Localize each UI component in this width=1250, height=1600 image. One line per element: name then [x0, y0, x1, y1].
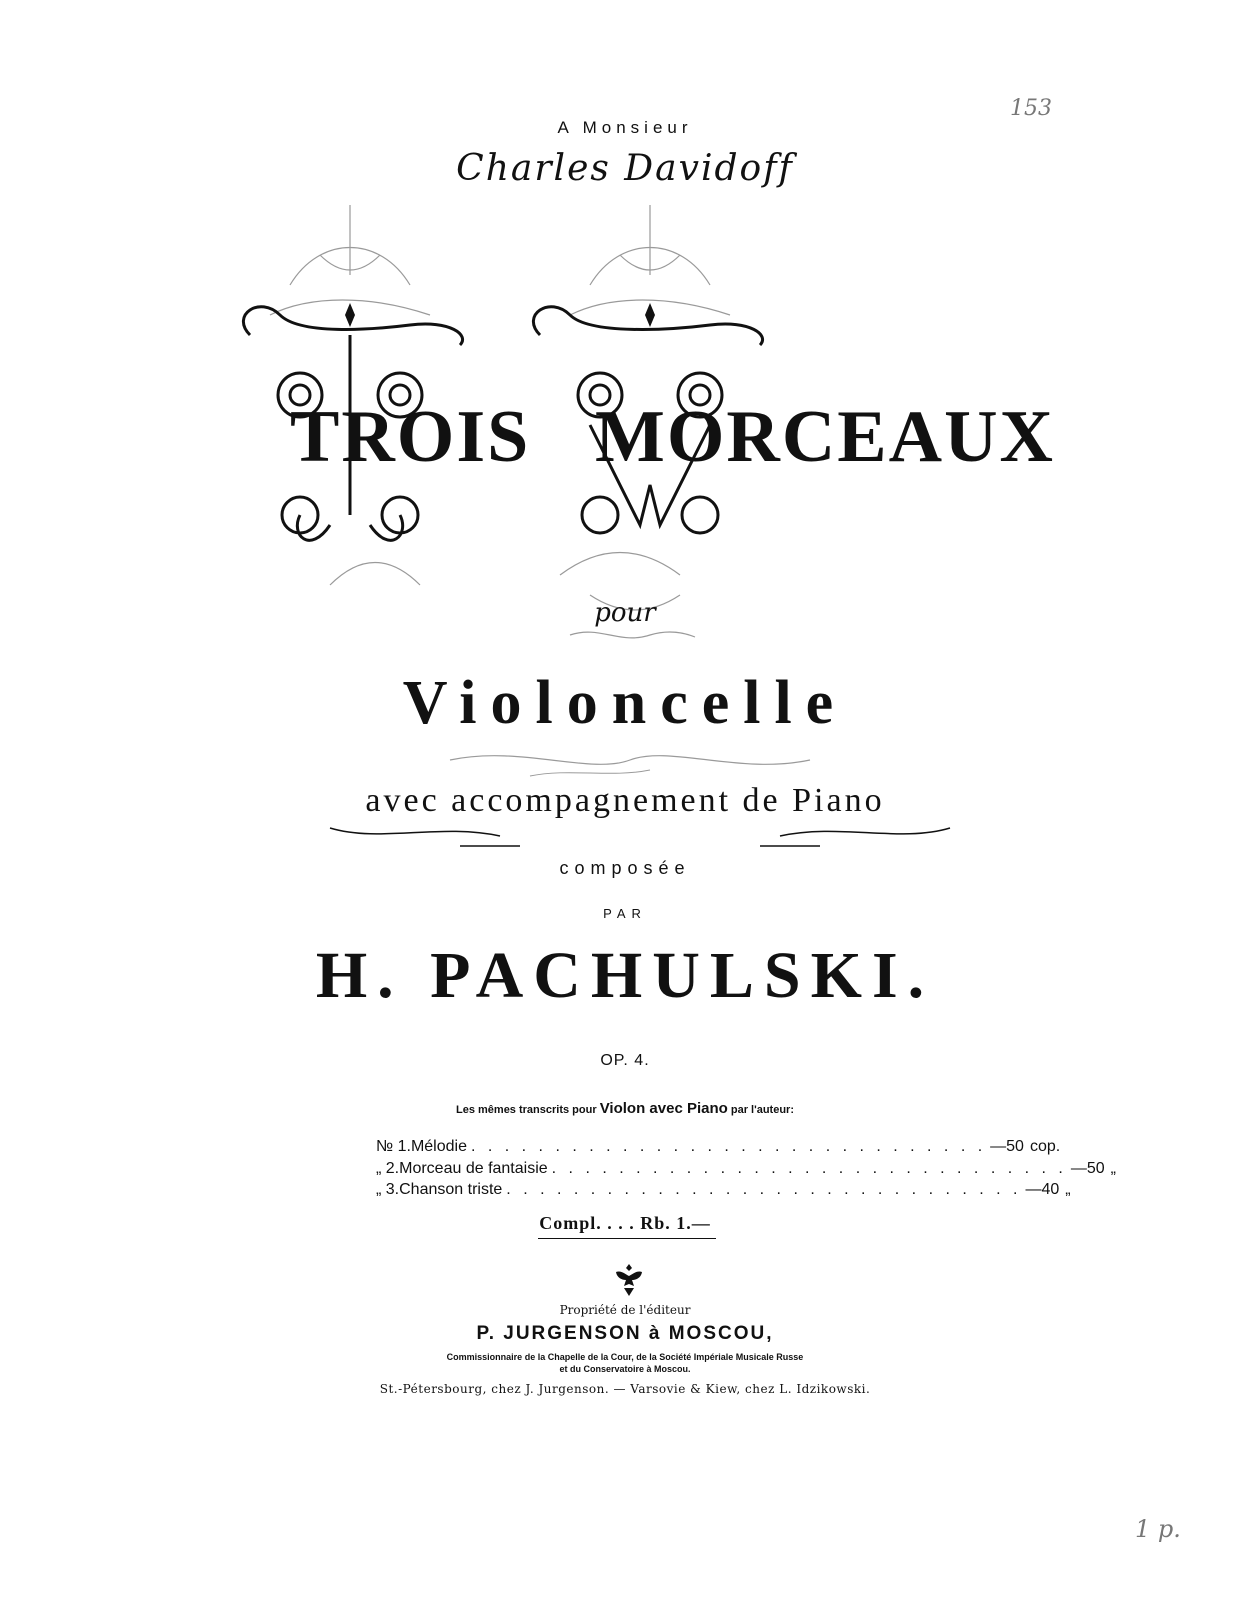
- dedicatee-name: Charles Davidoff: [456, 148, 794, 189]
- list-item: [376, 1138, 1061, 1159]
- leader-dots: . . . . . . . . . . . . . . . . . . . . . . . . . . . . . . .: [551, 1160, 1067, 1177]
- transcription-note: [0, 1100, 1250, 1117]
- imperial-eagle-icon: [612, 1262, 646, 1298]
- complete-price-rule: [538, 1238, 716, 1239]
- item-unit: „: [1065, 1181, 1071, 1198]
- leader-dots: . . . . . . . . . . . . . . . . . . . . . . . . . . . . . . .: [506, 1181, 1022, 1198]
- archive-number: 153: [1010, 96, 1052, 121]
- composer-name: H. PACHULSKI.: [315, 939, 935, 1012]
- property-of-publisher: Propriété de l'éditeur: [559, 1303, 691, 1317]
- instrument-name: Violoncelle: [402, 669, 848, 737]
- item-price: 50: [1086, 1160, 1105, 1177]
- list-item: [376, 1181, 1071, 1202]
- page-count-mark: 1 p.: [1135, 1515, 1181, 1543]
- price-dash: —: [1025, 1181, 1042, 1198]
- dedication-line: A Monsieur: [557, 118, 693, 137]
- commission-line-1: Commissionnaire de la Chapelle de la Cour, de la Société Impériale Musicale Russe: [446, 1352, 804, 1362]
- pour-flourish-icon: [560, 625, 700, 645]
- publisher-name: P. JURGENSON à MOSCOU,: [476, 1323, 774, 1344]
- branch-offices: St.-Pétersbourg, chez J. Jurgenson. — Varsovie & Kiew, chez L. Idzikowski.: [379, 1382, 871, 1396]
- price-dash: —: [990, 1138, 1007, 1155]
- leader-dots: . . . . . . . . . . . . . . . . . . . . . . . . . . . . . . .: [470, 1138, 987, 1155]
- item-title: Morceau de fantaisie: [399, 1160, 548, 1177]
- price-dash: —: [1070, 1160, 1087, 1177]
- opus-number: OP. 4.: [600, 1052, 650, 1069]
- accompaniment-flourish-icon: [320, 818, 960, 858]
- item-number: № 1.: [376, 1138, 411, 1155]
- item-title: Chanson triste: [399, 1181, 503, 1198]
- accompaniment-line: avec accompagnement de Piano: [365, 782, 885, 819]
- composee-label: composée: [559, 858, 691, 878]
- item-title: Mélodie: [410, 1138, 467, 1155]
- title-word-morceaux: MORCEAUX: [595, 396, 1055, 478]
- item-number: „ 2.: [376, 1160, 400, 1177]
- item-unit: „: [1110, 1160, 1116, 1177]
- par-label: PAR: [603, 906, 647, 921]
- pour-label: pour: [594, 598, 656, 628]
- complete-price: Compl. . . . Rb. 1.—: [539, 1213, 711, 1233]
- item-price: 40: [1041, 1181, 1060, 1198]
- list-item: [376, 1160, 1116, 1181]
- transcription-instruments: Violon avec Piano: [599, 1100, 728, 1117]
- commission-line-2: et du Conservatoire à Moscou.: [559, 1364, 691, 1374]
- instrument-flourish-icon: [440, 740, 820, 780]
- title-word-trois: TROIS: [290, 396, 531, 478]
- item-unit: cop.: [1029, 1138, 1061, 1155]
- item-number: „ 3.: [376, 1181, 400, 1198]
- item-price: 50: [1006, 1138, 1024, 1155]
- transcription-suffix: par l'auteur:: [730, 1104, 794, 1116]
- transcription-prefix: Les mêmes transcrits pour: [456, 1104, 597, 1116]
